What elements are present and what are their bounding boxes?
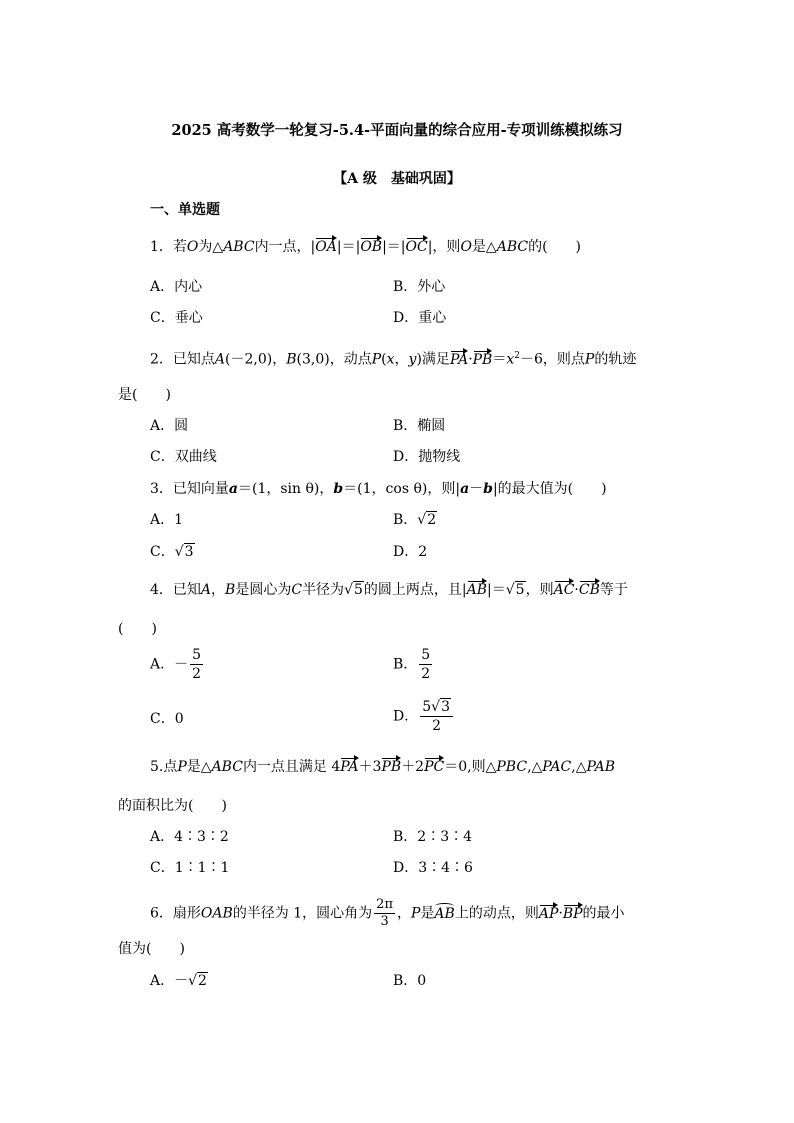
denominator: 2 [432, 718, 442, 734]
q3-vector-a: a [228, 481, 238, 497]
q4-var: A [200, 582, 212, 598]
q2-var: y [408, 351, 417, 368]
q2-var: x [386, 351, 395, 368]
q3-text: |的最大值为( ) [492, 481, 607, 497]
q6-continuation: 值为( ) [118, 941, 185, 957]
option-label: B． [393, 512, 418, 528]
sqrt-expression: √3 [174, 544, 194, 560]
vector-PB: PB [472, 351, 493, 368]
q4-continuation: ( ) [118, 621, 157, 637]
q1-option-d[interactable]: D．重心 [393, 310, 447, 326]
q1-var: O [460, 239, 472, 255]
q2-text: )满足 [416, 351, 450, 368]
q6-option-a[interactable] [150, 971, 208, 991]
q1-var: ABC [496, 239, 529, 255]
fraction [420, 698, 453, 735]
q4-text: 等于 [599, 582, 628, 598]
option-label: A．－ [150, 973, 189, 989]
question-5 [150, 757, 615, 777]
radicand: 3 [184, 544, 194, 560]
q5-var: PBC [496, 759, 528, 775]
q6-text: ， [397, 905, 411, 922]
q5-text: ,△ [571, 759, 587, 775]
q4-text: ， [211, 582, 226, 598]
q1-text: |＝| [382, 239, 406, 255]
vector-AC: AC [553, 582, 575, 598]
vector-PA: PA [340, 759, 359, 775]
q2-var: P [584, 351, 595, 368]
q2-text: ( [381, 351, 387, 368]
denominator: 2 [421, 666, 431, 682]
sqrt-expression: √5 [505, 582, 525, 598]
q3-option-b[interactable] [393, 510, 437, 530]
q3-option-d[interactable]: D．2 [393, 544, 428, 560]
vector-OC: OC [405, 239, 428, 255]
vector-PA: PA [449, 351, 469, 368]
fraction [190, 646, 203, 683]
option-label: D． [393, 708, 419, 725]
radicand: 2 [198, 973, 207, 989]
q2-text: · [468, 351, 473, 368]
question-6 [150, 897, 625, 930]
question-4 [150, 580, 628, 600]
vector-AP: AP [538, 905, 559, 922]
sqrt-expression: √5 [344, 582, 363, 598]
q3-text: 3．已知向量 [150, 481, 229, 497]
q6-text: 上的动点，则 [454, 905, 539, 922]
radicand: 5 [515, 582, 525, 598]
q4-text: 是圆心为 [235, 582, 292, 598]
q5-text: ＋2 [401, 759, 425, 775]
vector-PC: PC [424, 759, 445, 775]
q2-text: ＝ [492, 351, 507, 368]
numerator: 5 [421, 647, 431, 663]
q5-continuation: 的面积比为( ) [118, 798, 227, 814]
q2-text: (3,0)，动点 [296, 351, 372, 368]
q1-text: 内一点，| [254, 239, 316, 255]
level-heading: 【A 级 基础巩固】 [333, 171, 461, 187]
q5-option-b[interactable]: B．2∶3∶4 [393, 829, 473, 845]
radicand: 3 [441, 699, 450, 715]
q5-text: ,△ [527, 759, 543, 775]
q1-text: |＝| [336, 239, 361, 255]
question-1 [150, 237, 581, 257]
q1-text: 1．若 [150, 239, 187, 255]
q4-option-b[interactable] [393, 646, 434, 683]
q3-vector-a: a [460, 481, 470, 497]
q6-var: P [411, 905, 421, 922]
q2-text: 2．已知点 [150, 351, 215, 368]
q1-text: 为△ [198, 239, 224, 255]
denominator: 2 [192, 666, 202, 682]
q3-text: ＝(1，sin θ)， [238, 481, 334, 497]
denominator: 3 [380, 914, 389, 929]
q5-text: ＋3 [358, 759, 382, 775]
q5-var: ABC [211, 759, 243, 775]
q5-option-d[interactable]: D．3∶4∶6 [393, 860, 473, 876]
question-2 [150, 346, 636, 370]
vector-CB: CB [578, 582, 600, 598]
q5-option-a[interactable]: A．4∶3∶2 [150, 829, 229, 845]
fraction [419, 646, 432, 683]
q1-option-a[interactable]: A．内心 [150, 279, 203, 295]
q1-option-c[interactable]: C．垂心 [150, 310, 203, 326]
q2-text: (－2,0)， [225, 351, 287, 368]
q2-text: ， [394, 351, 409, 368]
q4-option-a[interactable] [150, 646, 205, 683]
q4-var: B [225, 582, 236, 598]
fraction [374, 897, 395, 930]
q2-option-c[interactable]: C．双曲线 [150, 449, 217, 465]
arc-AB: AB [434, 905, 455, 922]
numerator [420, 698, 453, 717]
section-heading: 一、单选题 [150, 202, 220, 218]
q2-var: P [371, 351, 382, 368]
q6-text: 是 [420, 905, 435, 922]
numerator: 5 [192, 647, 202, 663]
q1-var: O [186, 239, 199, 255]
radicand: 2 [427, 512, 437, 528]
q1-option-b[interactable]: B．外心 [393, 279, 446, 295]
radicand: 5 [353, 582, 363, 598]
vector-OB: OB [360, 239, 383, 255]
q4-option-c[interactable]: C．0 [150, 711, 184, 727]
q4-var: C [291, 582, 303, 598]
q6-text: 的最小 [582, 905, 625, 922]
q3-text: ＝(1，cos θ)，则| [343, 481, 461, 497]
q4-option-d[interactable] [393, 698, 455, 735]
q5-text: 5.点 [150, 759, 178, 775]
q1-text: 的( ) [528, 239, 582, 255]
q5-var: P [177, 759, 187, 775]
q3-vector-b: b [333, 481, 344, 497]
sqrt-expression: √3 [431, 699, 450, 715]
q5-text: ＝0,则△ [444, 759, 497, 775]
q3-option-a[interactable]: A．1 [150, 512, 184, 528]
question-3 [150, 479, 607, 499]
q2-text: 的轨迹 [594, 351, 637, 368]
q4-text: |＝ [487, 582, 506, 598]
q6-option-b[interactable]: B．0 [393, 973, 427, 989]
q5-var: PAB [586, 759, 616, 775]
q5-var: PAC [542, 759, 572, 775]
q6-text: · [558, 905, 563, 922]
q4-text: ，则 [525, 582, 554, 598]
vector-AB: AB [466, 582, 488, 598]
q2-var: B [286, 351, 297, 368]
q5-option-c[interactable]: C．1∶1∶1 [150, 860, 230, 876]
q4-text: 半径为 [302, 582, 345, 598]
q1-text: 是△ [471, 239, 497, 255]
q1-text: |，则 [427, 239, 461, 255]
option-label: B． [393, 656, 418, 673]
q2-continuation: 是( ) [118, 387, 171, 403]
q3-vector-b: b [483, 481, 493, 497]
option-label: A．－ [150, 656, 189, 673]
q4-text: · [574, 582, 579, 598]
q2-var: x [506, 351, 515, 368]
q3-option-c[interactable] [150, 542, 195, 562]
coefficient: 5 [422, 699, 432, 715]
document-title: 2025 高考数学一轮复习-5.4-平面向量的综合应用-专项训练模拟练习 [171, 122, 623, 139]
vector-BP: BP [562, 905, 583, 922]
q6-text: 6．扇形 [150, 905, 201, 922]
q2-exponent: 2 [514, 351, 520, 361]
sqrt-expression: √2 [417, 512, 437, 528]
q3-text: － [469, 481, 484, 497]
numerator: 2π [376, 897, 393, 912]
q1-var: ABC [223, 239, 255, 255]
q2-option-b[interactable]: B．椭圆 [393, 418, 446, 434]
vector-PB: PB [381, 759, 402, 775]
q2-option-d[interactable]: D．抛物线 [393, 449, 461, 465]
q2-var: A [214, 351, 226, 368]
q6-var: OAB [200, 905, 233, 922]
q6-text: 的半径为 1，圆心角为 [232, 905, 373, 922]
q4-text: 4．已知 [150, 582, 201, 598]
sqrt-expression: √2 [188, 973, 207, 989]
q5-text: 是△ [186, 759, 212, 775]
q2-option-a[interactable]: A．圆 [150, 418, 189, 434]
option-label: C． [150, 544, 175, 560]
q5-text: 内一点且满足 4 [242, 759, 341, 775]
vector-OA: OA [315, 239, 337, 255]
q2-text: －6，则点 [520, 351, 585, 368]
q4-text: 的圆上两点，且| [363, 582, 467, 598]
